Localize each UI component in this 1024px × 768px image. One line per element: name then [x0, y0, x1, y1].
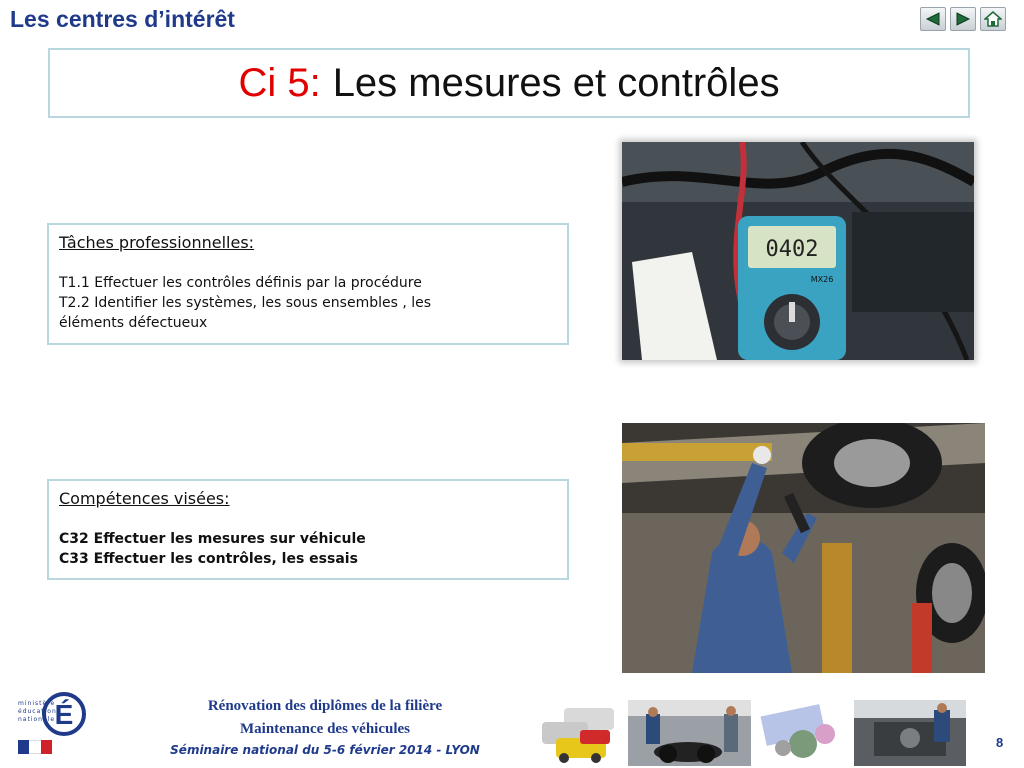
- slide-navigation: [920, 7, 1006, 31]
- logo-text-line: éducation: [18, 708, 57, 715]
- competences-item: C32 Effectuer les mesures sur véhicule: [59, 531, 366, 547]
- logo-text-line: nationale: [18, 716, 56, 723]
- footer-line-1: Rénovation des diplômes de la filière: [207, 698, 443, 714]
- taches-heading: Tâches professionnelles:: [59, 233, 255, 252]
- taches-item: éléments défectueux: [59, 315, 208, 331]
- triangle-left-icon: [925, 12, 941, 26]
- logo-text-line: ministère: [18, 700, 56, 707]
- page-number: 8: [996, 735, 1004, 750]
- taches-item: T1.1 Effectuer les contrôles définis par la procédure: [59, 275, 422, 291]
- ministry-logo: [18, 682, 93, 762]
- section-title: Les centres d’intérêt: [10, 6, 235, 32]
- triangle-right-icon: [955, 12, 971, 26]
- competences-box: [47, 479, 569, 580]
- previous-slide-button[interactable]: [920, 7, 946, 31]
- flag-icon: [18, 740, 52, 754]
- competences-heading: Compétences visées:: [59, 489, 230, 508]
- ministry-e-emblem: [38, 682, 88, 740]
- slide-title-box: [48, 48, 970, 118]
- competences-item: C33 Effectuer les contrôles, les essais: [59, 551, 358, 567]
- multimeter-display: 0402: [765, 237, 819, 262]
- next-slide-button[interactable]: [950, 7, 976, 31]
- thumbnail-engine-repair: [854, 700, 966, 766]
- house-icon: [984, 11, 1002, 27]
- slide-title-prefix: Ci 5:: [238, 60, 321, 105]
- logo-letter: É: [54, 699, 74, 730]
- thumbnail-workshop: [628, 700, 751, 766]
- taches-item: T2.2 Identifier les systèmes, les sous ensembles , les: [59, 295, 432, 311]
- thumbnail-cars: [534, 700, 624, 766]
- footer-line-3: Séminaire national du 5-6 février 2014 - LYON: [170, 743, 480, 757]
- footer-line-2: Maintenance des véhicules: [240, 721, 410, 737]
- mechanic-photo: [622, 423, 985, 673]
- taches-box: [47, 223, 569, 345]
- slide-title: Les mesures et contrôles: [332, 60, 780, 105]
- multimeter-brand: MX26: [810, 275, 834, 284]
- home-button[interactable]: [980, 7, 1006, 31]
- multimeter-photo: [622, 142, 974, 360]
- thumbnail-cad-engine: [753, 700, 848, 766]
